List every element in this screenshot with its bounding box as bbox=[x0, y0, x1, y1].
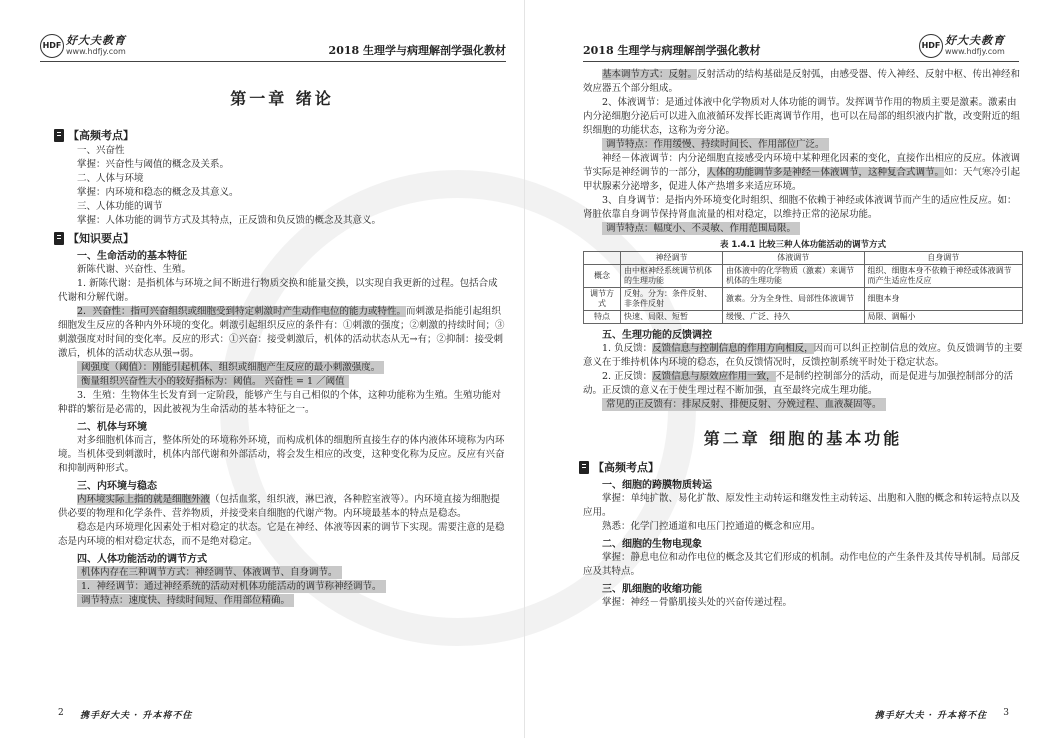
left-page bbox=[0, 0, 524, 738]
paragraph bbox=[583, 370, 1023, 398]
paragraph: 3．生殖：生物体生长发育到一定阶段，能够产生与自己相似的个体，这种功能称为生殖。生殖功能对种群的繁衍是必需的，因此被视为生命活动的基本特征之一。 bbox=[58, 390, 502, 415]
highlight-text: 基本调节方式：反射。 bbox=[602, 69, 698, 80]
paragraph-text: 1. 负反馈： bbox=[602, 343, 653, 354]
highlight-text: 阈强度（阈值）：刚能引起机体、组织或细胞产生反应的最小刺激强度。 bbox=[77, 361, 384, 374]
subsection-title: 三、内环境与稳态 bbox=[77, 481, 157, 492]
book-title: 2018 生理学与病理解剖学强化教材 bbox=[328, 44, 506, 57]
section-heading-kaodian bbox=[579, 459, 1023, 475]
paragraph: 2、体液调节：是通过体液中化学物质对人体功能的调节。发挥调节作用的物质主要是激素。激素由内分泌细胞分泌后可以进入血液循环发挥长距离调节作用，也可以在局部的组织液内扩散，改变附近的组织细胞的功能状态，这称为旁分泌。 bbox=[583, 97, 1021, 136]
paragraph: 3、自身调节：是指内外环境变化时组织、细胞不依赖于神经或体液调节而产生的适应性反应。如：肾脏依靠自身调节保持肾血流量的相对稳定，以维持正常的泌尿功能。 bbox=[583, 195, 1017, 220]
table-header-row bbox=[584, 252, 1023, 265]
section-heading-label: 【知识要点】 bbox=[68, 232, 134, 245]
highlight-line bbox=[58, 566, 506, 580]
footer-slogan: 携手好大夫 · 升本将不住 bbox=[80, 711, 193, 721]
table-cell: 由体液中的化学物质（激素）来调节机体的生理功能 bbox=[723, 265, 865, 288]
paragraph-text: 因而可以纠正控制信息的效应。负反馈调节的主要意义在于维持机体内环境的稳态，在负反馈情况时，反馈控制系统平时处于稳定状态。 bbox=[583, 343, 1023, 368]
list-item: 掌握：人体功能的调节方式及其特点，正反馈和负反馈的概念及其意义。 bbox=[77, 215, 382, 226]
highlight-text: 常见的正反馈有：排尿反射、排便反射、分娩过程、血液凝固等。 bbox=[602, 398, 886, 411]
brand-url: www.hdfjy.com bbox=[66, 47, 126, 56]
highlight-text: 2．兴奋性：指可兴奋组织或细胞受到特定刺激时产生动作电位的能力或特性。 bbox=[77, 306, 407, 317]
table-header-cell: 自身调节 bbox=[864, 252, 1022, 265]
paragraph-text: 反射活动的结构基础是反射弧，由感受器、传入神经、反射中枢、传出神经和效应器五个部分组成。 bbox=[583, 69, 1021, 94]
table-header-cell: 神经调节 bbox=[621, 252, 723, 265]
highlight-text: 衡量组织兴奋性大小的较好指标为：阈值。 兴奋性 = 1 ／阈值 bbox=[77, 375, 349, 388]
table-cell: 组织、细胞本身不依赖于神经或体液调节而产生适应性反应 bbox=[864, 265, 1022, 288]
comparison-table bbox=[583, 251, 1023, 324]
paragraph-text: （包括血浆，组织液，淋巴液，各种腔室液等）。内环境直接为细胞提供必要的物理和化学条件、营养物质，并接受来自细胞的代谢产物。内环境最基本的特点是稳态。 bbox=[58, 494, 500, 519]
section-heading-zhishi bbox=[54, 230, 506, 246]
table-cell: 快速、局限、短暂 bbox=[621, 311, 723, 324]
page-number: 3 bbox=[1003, 708, 1009, 718]
brand-logo bbox=[919, 32, 1019, 60]
paragraph: 掌握：单纯扩散、易化扩散、原发性主动转运和继发性主动转运、出胞和入胞的概念和转运特点以及应用。 bbox=[583, 493, 1021, 518]
paragraph: 对多细胞机体而言，整体所处的环境称外环境，而构成机体的细胞所直接生存的体内液体环境称为内环境。当机体受到刺激时，机体内部代谢和外部活动，将会发生相应的改变，这种变化称为反应。反应有兴奋和抑制两种形式。 bbox=[58, 435, 505, 474]
highlight-line bbox=[58, 361, 506, 375]
book-title: 2018 生理学与病理解剖学强化教材 bbox=[583, 44, 761, 57]
logo-mark: HDF bbox=[919, 34, 943, 58]
list-item: 一、兴奋性 bbox=[77, 145, 125, 156]
paragraph: 1. 新陈代谢：是指机体与环境之间不断进行物质交换和能量交换，以实现自我更新的过程。包括合成代谢和分解代谢。 bbox=[58, 278, 498, 303]
brand-name: 好大夫教育 bbox=[66, 34, 126, 47]
table-header-cell bbox=[584, 252, 621, 265]
highlight-line bbox=[583, 222, 1023, 236]
subsection-title: 一、细胞的跨膜物质转运 bbox=[602, 480, 712, 491]
paragraph-text: 如：天气寒冷引起甲状腺素分泌增多，促进人体产热增多来适应环境。 bbox=[583, 167, 1021, 192]
paragraph bbox=[583, 152, 1023, 194]
brand-logo bbox=[40, 32, 140, 60]
table-caption: 表 1.4.1 比较三种人体功能活动的调节方式 bbox=[719, 240, 887, 250]
list-item: 掌握：内环境和稳态的概念及其意义。 bbox=[77, 187, 239, 198]
page-number: 2 bbox=[58, 708, 64, 718]
table-row bbox=[584, 311, 1023, 324]
highlight-text: 反馈信息与原效应作用一致， bbox=[652, 371, 776, 382]
table-cell: 缓慢、广泛、持久 bbox=[723, 311, 865, 324]
paragraph: 掌握：神经－骨骼肌接头处的兴奋传递过程。 bbox=[602, 597, 793, 608]
highlight-line bbox=[58, 594, 506, 608]
left-page-content bbox=[58, 68, 506, 608]
subsection-title: 一、生命活动的基本特征 bbox=[77, 251, 187, 262]
brand-name: 好大夫教育 bbox=[945, 34, 1005, 47]
highlight-text: 反馈信息与控制信息的作用方向相反， bbox=[652, 343, 814, 354]
highlight-line bbox=[58, 580, 506, 594]
list-item: 三、人体功能的调节 bbox=[77, 201, 163, 212]
table-cell: 反射。分为：条件反射、非条件反射 bbox=[621, 288, 723, 311]
left-page-header bbox=[40, 28, 506, 62]
highlight-text: 1．神经调节：通过神经系统的活动对机体功能活动的调节称神经调节。 bbox=[77, 580, 386, 593]
right-page bbox=[525, 0, 1049, 738]
footer-slogan: 携手好大夫 · 升本将不住 bbox=[874, 711, 987, 721]
paragraph-text: 不是制约控制部分的活动，而是促进与加强控制部分的活动。正反馈的意义在于使生理过程不断加强，直至最终完成生理功能。 bbox=[583, 371, 1014, 396]
right-page-header bbox=[583, 28, 1019, 62]
highlight-text: 调节特点：速度快、持续时间短、作用部位精确。 bbox=[77, 594, 294, 607]
paragraph: 熟悉：化学门控通道和电压门控通道的概念和应用。 bbox=[602, 521, 821, 532]
table-cell: 特点 bbox=[584, 311, 621, 324]
section-heading-label: 【高频考点】 bbox=[593, 461, 659, 474]
table-header-cell: 体液调节 bbox=[723, 252, 865, 265]
paragraph: 稳态是内环境理化因素处于相对稳定的状态。它是在神经、体液等因素的调节下实现。需要注意的是稳态是内环境的相对稳定状态，而不是绝对稳定。 bbox=[58, 522, 505, 547]
section-heading-label: 【高频考点】 bbox=[68, 129, 134, 142]
brand-url: www.hdfjy.com bbox=[945, 47, 1005, 56]
highlight-line bbox=[58, 375, 506, 389]
logo-mark: HDF bbox=[40, 34, 64, 58]
paragraph bbox=[583, 68, 1023, 96]
chapter-title: 第一章 绪论 bbox=[230, 89, 334, 108]
header-rule bbox=[583, 61, 1019, 62]
table-row bbox=[584, 288, 1023, 311]
table-cell: 细胞本身 bbox=[864, 288, 1022, 311]
subsection-title: 五、生理功能的反馈调控 bbox=[602, 330, 712, 341]
highlight-text: 机体内存在三种调节方式：神经调节、体液调节、自身调节。 bbox=[77, 566, 342, 579]
highlight-text: 内环境实际上指的就是细胞外液 bbox=[77, 494, 211, 505]
highlight-text: 调节特点：幅度小、不灵敏、作用范围局限。 bbox=[602, 222, 800, 235]
book-icon bbox=[54, 129, 64, 142]
highlight-text: 调节特点：作用缓慢、持续时间长、作用部位广泛。 bbox=[602, 138, 829, 151]
subsection-title: 四、人体功能活动的调节方式 bbox=[77, 554, 207, 565]
table-row bbox=[584, 265, 1023, 288]
table-cell: 局限、调幅小 bbox=[864, 311, 1022, 324]
book-icon bbox=[579, 461, 589, 474]
paragraph bbox=[58, 493, 506, 521]
list-item: 二、人体与环境 bbox=[77, 173, 144, 184]
header-rule bbox=[40, 61, 506, 62]
subsection-title: 三、肌细胞的收缩功能 bbox=[602, 584, 702, 595]
paragraph: 掌握：静息电位和动作电位的概念及其它们形成的机制。动作电位的产生条件及其传导机制。局部反应及其特点。 bbox=[583, 552, 1021, 577]
list-item: 掌握：兴奋性与阈值的概念及关系。 bbox=[77, 159, 230, 170]
table-cell: 激素。分为全身性、局部性体液调节 bbox=[723, 288, 865, 311]
right-page-content bbox=[583, 68, 1023, 610]
table-cell: 调节方式 bbox=[584, 288, 621, 311]
paragraph-text: 而刺激是指能引起组织细胞发生反应的各种内外环境的变化。刺激引起组织反应的条件有：①刺激的强度；②刺激的持续时间；③刺激强度对时间的变化率。反应的形式：①兴奋：接受刺激后，机体的活动状态从无→有；②抑制：接受刺激后，机体的活动状态从强→弱。 bbox=[58, 306, 505, 359]
highlight-line bbox=[583, 138, 1023, 152]
paragraph bbox=[58, 305, 506, 361]
highlight-text: 人体的功能调节多是神经－体液调节，这种复合式调节。 bbox=[706, 167, 945, 178]
subsection-title: 二、机体与环境 bbox=[77, 422, 147, 433]
subsection-title: 二、细胞的生物电现象 bbox=[602, 539, 702, 550]
paragraph bbox=[583, 342, 1023, 370]
chapter-title: 第二章 细胞的基本功能 bbox=[703, 429, 903, 448]
table-cell: 由中枢神经系统调节机体的生理功能 bbox=[621, 265, 723, 288]
paragraph-text: 2. 正反馈： bbox=[602, 371, 653, 382]
table-cell: 概念 bbox=[584, 265, 621, 288]
paragraph: 新陈代谢、兴奋性、生殖。 bbox=[77, 264, 192, 275]
highlight-line bbox=[583, 398, 1023, 412]
section-heading-kaodian bbox=[54, 127, 506, 143]
paragraph-text: 神经－体液调节：内分泌细胞直接感受内环境中某种理化因素的变化，直接作出相应的反应。体液调节实际是神经调节的一部分， bbox=[583, 153, 1021, 178]
book-icon bbox=[54, 232, 64, 245]
